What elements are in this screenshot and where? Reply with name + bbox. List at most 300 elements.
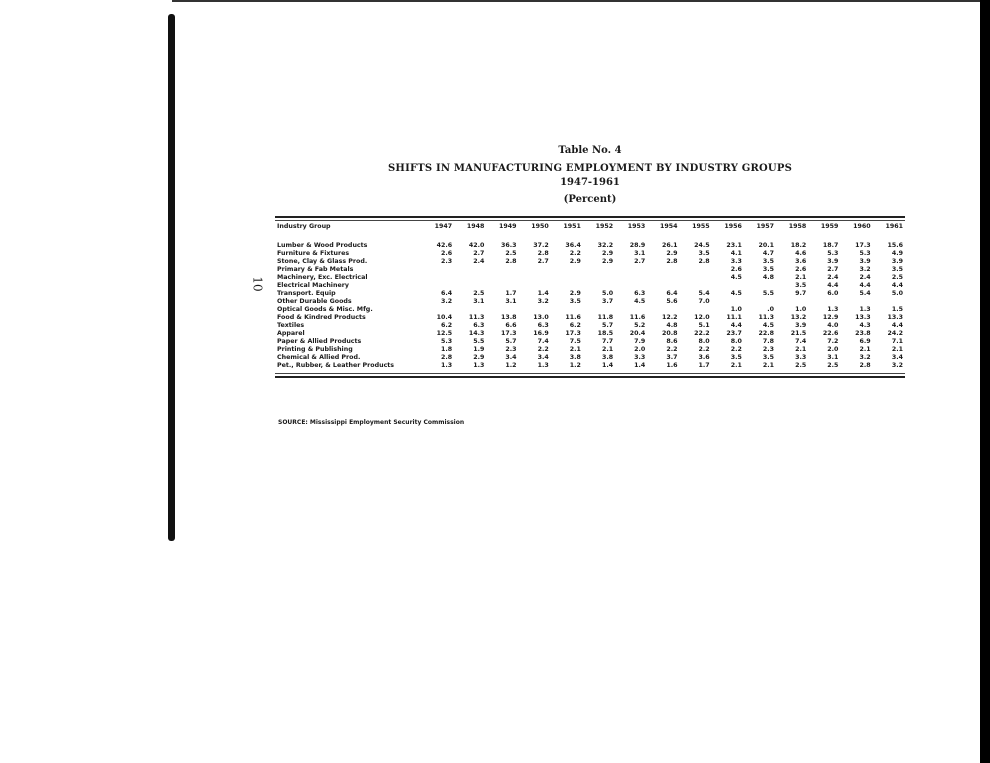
header-year: 1957 bbox=[756, 223, 775, 230]
table-cell: 2.1 bbox=[730, 362, 742, 369]
table-cell: 3.8 bbox=[569, 354, 581, 361]
table-cell: 5.3 bbox=[441, 338, 453, 345]
table-cell: 42.6 bbox=[436, 242, 453, 249]
table-cell: 2.1 bbox=[601, 346, 614, 353]
table-cell: 24.2 bbox=[887, 330, 903, 337]
table-cell: 8.0 bbox=[730, 338, 742, 345]
industry-name: Chemical & Allied Prod. bbox=[277, 354, 361, 361]
table-cell: 7.7 bbox=[601, 338, 614, 345]
table-cell: 6.4 bbox=[441, 290, 453, 297]
table-cell: 7.5 bbox=[569, 338, 581, 345]
table-cell: 5.7 bbox=[601, 322, 614, 329]
table-cell: 3.9 bbox=[859, 258, 871, 265]
table-cell: 1.7 bbox=[698, 362, 710, 369]
table-cell: 3.2 bbox=[537, 298, 549, 305]
table-cell bbox=[454, 274, 486, 282]
table-cell: 37.2 bbox=[533, 242, 549, 249]
table-cell: 3.3 bbox=[634, 354, 646, 361]
table-cell: 1.3 bbox=[441, 362, 453, 369]
table-cell bbox=[422, 282, 454, 290]
table-row bbox=[275, 338, 905, 346]
table-cell bbox=[873, 298, 905, 306]
table-cell bbox=[551, 282, 583, 290]
table-cell: 2.3 bbox=[441, 258, 453, 265]
table-cell: 2.6 bbox=[730, 266, 742, 273]
industry-name: Food & Kindred Products bbox=[277, 314, 366, 321]
table-cell bbox=[712, 282, 744, 290]
table-cell bbox=[486, 306, 518, 314]
table-cell: 5.3 bbox=[859, 250, 871, 257]
binding-shadow bbox=[168, 14, 175, 541]
table-cell: 9.7 bbox=[795, 290, 807, 297]
table-cell: 5.6 bbox=[666, 298, 678, 305]
table-cell: 4.5 bbox=[634, 298, 646, 305]
table-cell bbox=[647, 306, 679, 314]
table-cell: 3.6 bbox=[698, 354, 710, 361]
table-cell: 18.7 bbox=[822, 242, 839, 249]
table-cell bbox=[647, 266, 679, 274]
header-year: 1954 bbox=[659, 223, 678, 230]
table-cell: 28.9 bbox=[629, 242, 646, 249]
table-cell: 24.5 bbox=[694, 242, 710, 249]
table-cell: 11.3 bbox=[758, 314, 775, 321]
table-cell: 1.4 bbox=[537, 290, 549, 297]
table-cell: 3.9 bbox=[827, 258, 839, 265]
industry-name: Machinery, Exc. Electrical bbox=[277, 274, 368, 281]
table-cell: 23.1 bbox=[726, 242, 742, 249]
table-cell: 36.3 bbox=[501, 242, 517, 249]
table-cell: 2.6 bbox=[795, 266, 807, 273]
table-number: Table No. 4 bbox=[558, 145, 622, 156]
table-cell: 2.8 bbox=[698, 258, 710, 265]
table-cell bbox=[744, 298, 776, 306]
table-cell bbox=[454, 282, 486, 290]
page-top-edge bbox=[172, 0, 990, 6]
table-cell: 3.2 bbox=[859, 354, 871, 361]
table-cell: 4.0 bbox=[827, 322, 839, 329]
industry-name: Textiles bbox=[277, 322, 305, 329]
table-cell: 2.7 bbox=[537, 258, 549, 265]
table-cell: 2.2 bbox=[698, 346, 710, 353]
table-cell: 3.1 bbox=[473, 298, 485, 305]
table-cell: 1.2 bbox=[569, 362, 581, 369]
table-cell: 2.4 bbox=[827, 274, 839, 281]
table-cell: 2.8 bbox=[666, 258, 678, 265]
header-year: 1959 bbox=[820, 223, 839, 230]
table-cell: 6.4 bbox=[666, 290, 678, 297]
table-cell: 42.0 bbox=[468, 242, 485, 249]
table-cell: 3.5 bbox=[795, 282, 807, 289]
table-cell: 3.1 bbox=[827, 354, 839, 361]
header-year: 1956 bbox=[724, 223, 742, 230]
industry-name: Transport. Equip bbox=[277, 290, 336, 297]
table-cell bbox=[422, 266, 454, 274]
table-cell: 4.4 bbox=[730, 322, 742, 329]
table-cell: 26.1 bbox=[661, 242, 678, 249]
table-cell: 4.7 bbox=[762, 250, 775, 257]
table-cell: 17.3 bbox=[565, 330, 581, 337]
header-year: 1960 bbox=[853, 223, 871, 230]
table-cell bbox=[680, 282, 712, 290]
table-cell: 3.5 bbox=[762, 354, 775, 361]
table-cell: 22.2 bbox=[694, 330, 710, 337]
table-cell: 4.6 bbox=[795, 250, 807, 257]
table-cell: 2.1 bbox=[569, 346, 581, 353]
table-cell: 5.2 bbox=[634, 322, 646, 329]
table-cell: 2.5 bbox=[505, 250, 517, 257]
table-cell: 2.9 bbox=[666, 250, 678, 257]
table-cell: 3.6 bbox=[795, 258, 807, 265]
table-cell: 2.5 bbox=[795, 362, 807, 369]
table-cell: 2.2 bbox=[666, 346, 678, 353]
table-cell: 1.4 bbox=[601, 362, 614, 369]
table-row bbox=[275, 306, 905, 314]
table-cell bbox=[615, 274, 647, 282]
table-cell: 2.9 bbox=[473, 354, 485, 361]
table-cell: 7.0 bbox=[698, 298, 710, 305]
table-cell: 3.4 bbox=[537, 354, 549, 361]
industry-name: Electrical Machinery bbox=[277, 282, 349, 289]
table-cell: 4.1 bbox=[730, 250, 742, 257]
table-cell: 23.7 bbox=[726, 330, 742, 337]
page-right-edge bbox=[980, 0, 990, 763]
industry-name: Other Durable Goods bbox=[277, 298, 352, 305]
table-cell: 1.7 bbox=[505, 290, 517, 297]
table-cell: 2.1 bbox=[762, 362, 775, 369]
table-cell: 3.4 bbox=[505, 354, 517, 361]
table-cell bbox=[519, 306, 551, 314]
table-cell: 13.2 bbox=[790, 314, 807, 321]
table-cell: 1.0 bbox=[795, 306, 807, 313]
table-cell: 5.5 bbox=[762, 290, 775, 297]
table-cell bbox=[454, 306, 486, 314]
industry-name: Paper & Allied Products bbox=[277, 338, 362, 345]
table-cell: 2.7 bbox=[473, 250, 485, 257]
table-row bbox=[275, 274, 905, 282]
table-cell: 12.0 bbox=[694, 314, 710, 321]
table-cell bbox=[486, 266, 518, 274]
table-cell bbox=[583, 306, 615, 314]
table-cell bbox=[615, 282, 647, 290]
table-row bbox=[275, 258, 905, 266]
table-row bbox=[275, 354, 905, 362]
industry-name: Apparel bbox=[277, 330, 305, 337]
table-cell: 2.1 bbox=[795, 346, 807, 353]
table-cell: 4.4 bbox=[891, 322, 903, 329]
table-cell: 2.3 bbox=[762, 346, 775, 353]
table-cell: 3.4 bbox=[891, 354, 903, 361]
table-cell bbox=[680, 274, 712, 282]
table-cell bbox=[422, 306, 454, 314]
table-cell: 5.3 bbox=[827, 250, 839, 257]
table-cell: 2.4 bbox=[859, 274, 871, 281]
table-cell: 18.5 bbox=[597, 330, 614, 337]
table-cell: 2.7 bbox=[827, 266, 839, 273]
top-rule-thick bbox=[275, 216, 905, 218]
table-cell: 2.7 bbox=[634, 258, 646, 265]
header-year: 1952 bbox=[595, 223, 614, 230]
table-cell: 3.2 bbox=[859, 266, 871, 273]
table-cell: 11.6 bbox=[565, 314, 581, 321]
table-cell: .0 bbox=[767, 306, 775, 313]
table-row bbox=[275, 266, 905, 274]
table-cell bbox=[583, 282, 615, 290]
table-cell: 7.8 bbox=[762, 338, 775, 345]
table-cell bbox=[744, 282, 776, 290]
table-cell: 3.9 bbox=[891, 258, 903, 265]
industry-name: Furniture & Fixtures bbox=[277, 250, 350, 257]
table-row bbox=[275, 322, 905, 330]
table-cell: 1.2 bbox=[505, 362, 517, 369]
table-cell: 17.3 bbox=[855, 242, 871, 249]
table-cell: 14.3 bbox=[468, 330, 485, 337]
table-cell: 2.8 bbox=[441, 354, 453, 361]
table-cell bbox=[551, 266, 583, 274]
bottom-rule-thin bbox=[275, 373, 905, 374]
header-year: 1948 bbox=[466, 223, 485, 230]
table-cell bbox=[680, 266, 712, 274]
table-cell: 23.8 bbox=[855, 330, 871, 337]
table-cell bbox=[615, 266, 647, 274]
table-row bbox=[275, 282, 905, 290]
table-cell: 2.9 bbox=[569, 290, 581, 297]
table-cell: 5.7 bbox=[505, 338, 517, 345]
table-cell bbox=[615, 306, 647, 314]
table-cell: 3.5 bbox=[698, 250, 710, 257]
industry-name: Printing & Publishing bbox=[277, 346, 353, 353]
table-cell: 8.6 bbox=[666, 338, 678, 345]
table-cell: 5.0 bbox=[601, 290, 614, 297]
table-cell: 11.3 bbox=[468, 314, 485, 321]
table-cell: 6.0 bbox=[827, 290, 839, 297]
table-cell: 2.6 bbox=[441, 250, 453, 257]
table-cell: 2.1 bbox=[859, 346, 871, 353]
table-cell: 10.4 bbox=[436, 314, 453, 321]
table-cell: 7.4 bbox=[795, 338, 807, 345]
table-cell: 5.0 bbox=[891, 290, 903, 297]
table-cell: 2.0 bbox=[827, 346, 839, 353]
table-cell: 4.5 bbox=[730, 274, 742, 281]
table-cell bbox=[519, 266, 551, 274]
header-year: 1961 bbox=[885, 223, 903, 230]
table-cell: 3.1 bbox=[505, 298, 517, 305]
table-cell: 3.5 bbox=[569, 298, 581, 305]
table-cell bbox=[680, 306, 712, 314]
table-cell: 2.2 bbox=[569, 250, 581, 257]
table-cell: 2.5 bbox=[827, 362, 839, 369]
table-cell: 11.1 bbox=[726, 314, 742, 321]
table-cell: 2.9 bbox=[601, 258, 614, 265]
table-cell: 3.5 bbox=[891, 266, 903, 273]
table-cell bbox=[551, 306, 583, 314]
table-cell: 2.5 bbox=[891, 274, 903, 281]
table-cell bbox=[486, 282, 518, 290]
page-number: 10 bbox=[250, 276, 265, 292]
table-cell: 5.4 bbox=[698, 290, 710, 297]
table-cell bbox=[486, 274, 518, 282]
table-cell: 13.3 bbox=[887, 314, 903, 321]
table-cell: 2.5 bbox=[473, 290, 485, 297]
table-cell: 6.9 bbox=[859, 338, 871, 345]
table-cell: 2.2 bbox=[537, 346, 549, 353]
table-cell: 3.7 bbox=[601, 298, 614, 305]
table-row bbox=[275, 242, 905, 250]
table-cell: 3.2 bbox=[441, 298, 453, 305]
table-row bbox=[275, 250, 905, 258]
table-cell: 4.4 bbox=[827, 282, 839, 289]
header-year: 1958 bbox=[788, 223, 807, 230]
table-cell: 1.9 bbox=[473, 346, 485, 353]
table-cell: 5.4 bbox=[859, 290, 871, 297]
table-cell: 12.2 bbox=[661, 314, 678, 321]
table-cell: 3.2 bbox=[891, 362, 903, 369]
table-cell: 1.8 bbox=[441, 346, 453, 353]
table-cell: 6.3 bbox=[537, 322, 549, 329]
table-row bbox=[275, 330, 905, 338]
table-cell: 7.2 bbox=[827, 338, 839, 345]
table-cell: 11.6 bbox=[629, 314, 646, 321]
table-cell: 3.1 bbox=[634, 250, 646, 257]
header-year: 1949 bbox=[499, 223, 517, 230]
table-cell bbox=[551, 274, 583, 282]
table-cell: 3.3 bbox=[730, 258, 742, 265]
bottom-rule-thick bbox=[275, 376, 905, 378]
table-cell: 6.6 bbox=[505, 322, 517, 329]
table-cell: 15.6 bbox=[887, 242, 903, 249]
table-cell: 2.9 bbox=[569, 258, 581, 265]
table-cell: 20.4 bbox=[629, 330, 646, 337]
table-cell: 6.3 bbox=[634, 290, 646, 297]
table-cell: 4.8 bbox=[762, 274, 775, 281]
header-year: 1947 bbox=[434, 223, 453, 230]
table-row bbox=[275, 298, 905, 306]
table-cell bbox=[647, 274, 679, 282]
industry-name: Stone, Clay & Glass Prod. bbox=[277, 258, 368, 265]
table-cell bbox=[519, 282, 551, 290]
table-cell: 32.2 bbox=[597, 242, 614, 249]
table-cell: 3.5 bbox=[730, 354, 742, 361]
table-cell: 17.3 bbox=[501, 330, 517, 337]
table-cell: 2.8 bbox=[505, 258, 517, 265]
table-row bbox=[275, 290, 905, 298]
table-cell: 2.9 bbox=[601, 250, 614, 257]
table-cell bbox=[647, 282, 679, 290]
table-cell: 4.5 bbox=[730, 290, 742, 297]
table-cell: 1.0 bbox=[730, 306, 742, 313]
table-cell: 4.3 bbox=[859, 322, 871, 329]
table-cell bbox=[422, 274, 454, 282]
table-cell: 1.3 bbox=[473, 362, 485, 369]
table-cell: 1.5 bbox=[891, 306, 903, 313]
table-unit: (Percent) bbox=[563, 194, 617, 205]
table-cell: 1.3 bbox=[827, 306, 839, 313]
industry-name: Optical Goods & Misc. Mfg. bbox=[277, 306, 373, 313]
table-cell bbox=[454, 266, 486, 274]
table-cell: 3.7 bbox=[666, 354, 678, 361]
table-cell: 1.3 bbox=[859, 306, 871, 313]
table-cell: 3.9 bbox=[795, 322, 807, 329]
industry-name: Pet., Rubber, & Leather Products bbox=[277, 362, 395, 369]
data-table-container bbox=[275, 216, 905, 378]
table-cell: 12.9 bbox=[822, 314, 839, 321]
table-cell: 13.8 bbox=[501, 314, 517, 321]
table-cell: 7.9 bbox=[634, 338, 646, 345]
table-cell: 3.8 bbox=[601, 354, 614, 361]
table-cell: 2.4 bbox=[473, 258, 485, 265]
table-cell: 22.6 bbox=[822, 330, 839, 337]
header-year: 1955 bbox=[692, 223, 710, 230]
table-cell: 3.3 bbox=[795, 354, 807, 361]
table-cell: 20.1 bbox=[758, 242, 775, 249]
table-cell: 36.4 bbox=[565, 242, 581, 249]
table-cell bbox=[840, 298, 872, 306]
table-cell bbox=[583, 266, 615, 274]
table-cell: 4.4 bbox=[891, 282, 903, 289]
table-cell: 2.0 bbox=[634, 346, 646, 353]
table-cell: 8.0 bbox=[698, 338, 710, 345]
table-cell: 13.0 bbox=[533, 314, 549, 321]
table-cell: 4.9 bbox=[891, 250, 903, 257]
table-cell: 1.3 bbox=[537, 362, 549, 369]
table-cell: 22.8 bbox=[758, 330, 775, 337]
table-cell bbox=[712, 298, 744, 306]
table-row bbox=[275, 362, 905, 370]
table-cell: 6.2 bbox=[569, 322, 581, 329]
table-cell bbox=[583, 274, 615, 282]
source-note: SOURCE: Mississippi Employment Security Commission bbox=[278, 419, 465, 426]
table-cell: 1.6 bbox=[666, 362, 678, 369]
table-cell: 3.5 bbox=[762, 258, 775, 265]
table-cell: 6.3 bbox=[473, 322, 485, 329]
industry-name: Lumber & Wood Products bbox=[277, 242, 368, 249]
header-industry-group: Industry Group bbox=[277, 223, 331, 230]
table-cell: 4.5 bbox=[762, 322, 775, 329]
table-cell: 2.3 bbox=[505, 346, 517, 353]
table-cell: 16.9 bbox=[533, 330, 549, 337]
header-year: 1950 bbox=[531, 223, 549, 230]
spacer-row bbox=[275, 233, 905, 242]
table-cell: 4.4 bbox=[859, 282, 871, 289]
table-row bbox=[275, 346, 905, 354]
table-cell: 5.1 bbox=[698, 322, 710, 329]
table-row bbox=[275, 314, 905, 322]
table-cell: 20.8 bbox=[661, 330, 678, 337]
table-cell: 13.3 bbox=[855, 314, 871, 321]
header-year: 1953 bbox=[627, 223, 646, 230]
table-cell bbox=[776, 298, 808, 306]
table-cell: 21.5 bbox=[790, 330, 807, 337]
employment-table bbox=[275, 221, 905, 370]
table-cell bbox=[808, 298, 840, 306]
table-cell: 2.1 bbox=[795, 274, 807, 281]
table-title: SHIFTS IN MANUFACTURING EMPLOYMENT BY INDUSTRY GROUPS bbox=[388, 163, 792, 174]
table-cell: 11.8 bbox=[597, 314, 614, 321]
table-cell: 5.5 bbox=[473, 338, 485, 345]
table-cell: 7.4 bbox=[537, 338, 549, 345]
table-cell: 3.5 bbox=[762, 266, 775, 273]
table-cell: 12.5 bbox=[436, 330, 453, 337]
table-cell: 2.8 bbox=[537, 250, 549, 257]
table-cell: 7.1 bbox=[891, 338, 903, 345]
industry-name: Primary & Fab Metals bbox=[277, 266, 354, 273]
table-cell: 4.8 bbox=[666, 322, 678, 329]
header-row bbox=[275, 221, 905, 233]
table-cell: 2.8 bbox=[859, 362, 871, 369]
table-cell: 1.4 bbox=[634, 362, 646, 369]
header-year: 1951 bbox=[563, 223, 581, 230]
table-cell: 2.1 bbox=[891, 346, 903, 353]
table-years: 1947-1961 bbox=[560, 177, 620, 188]
